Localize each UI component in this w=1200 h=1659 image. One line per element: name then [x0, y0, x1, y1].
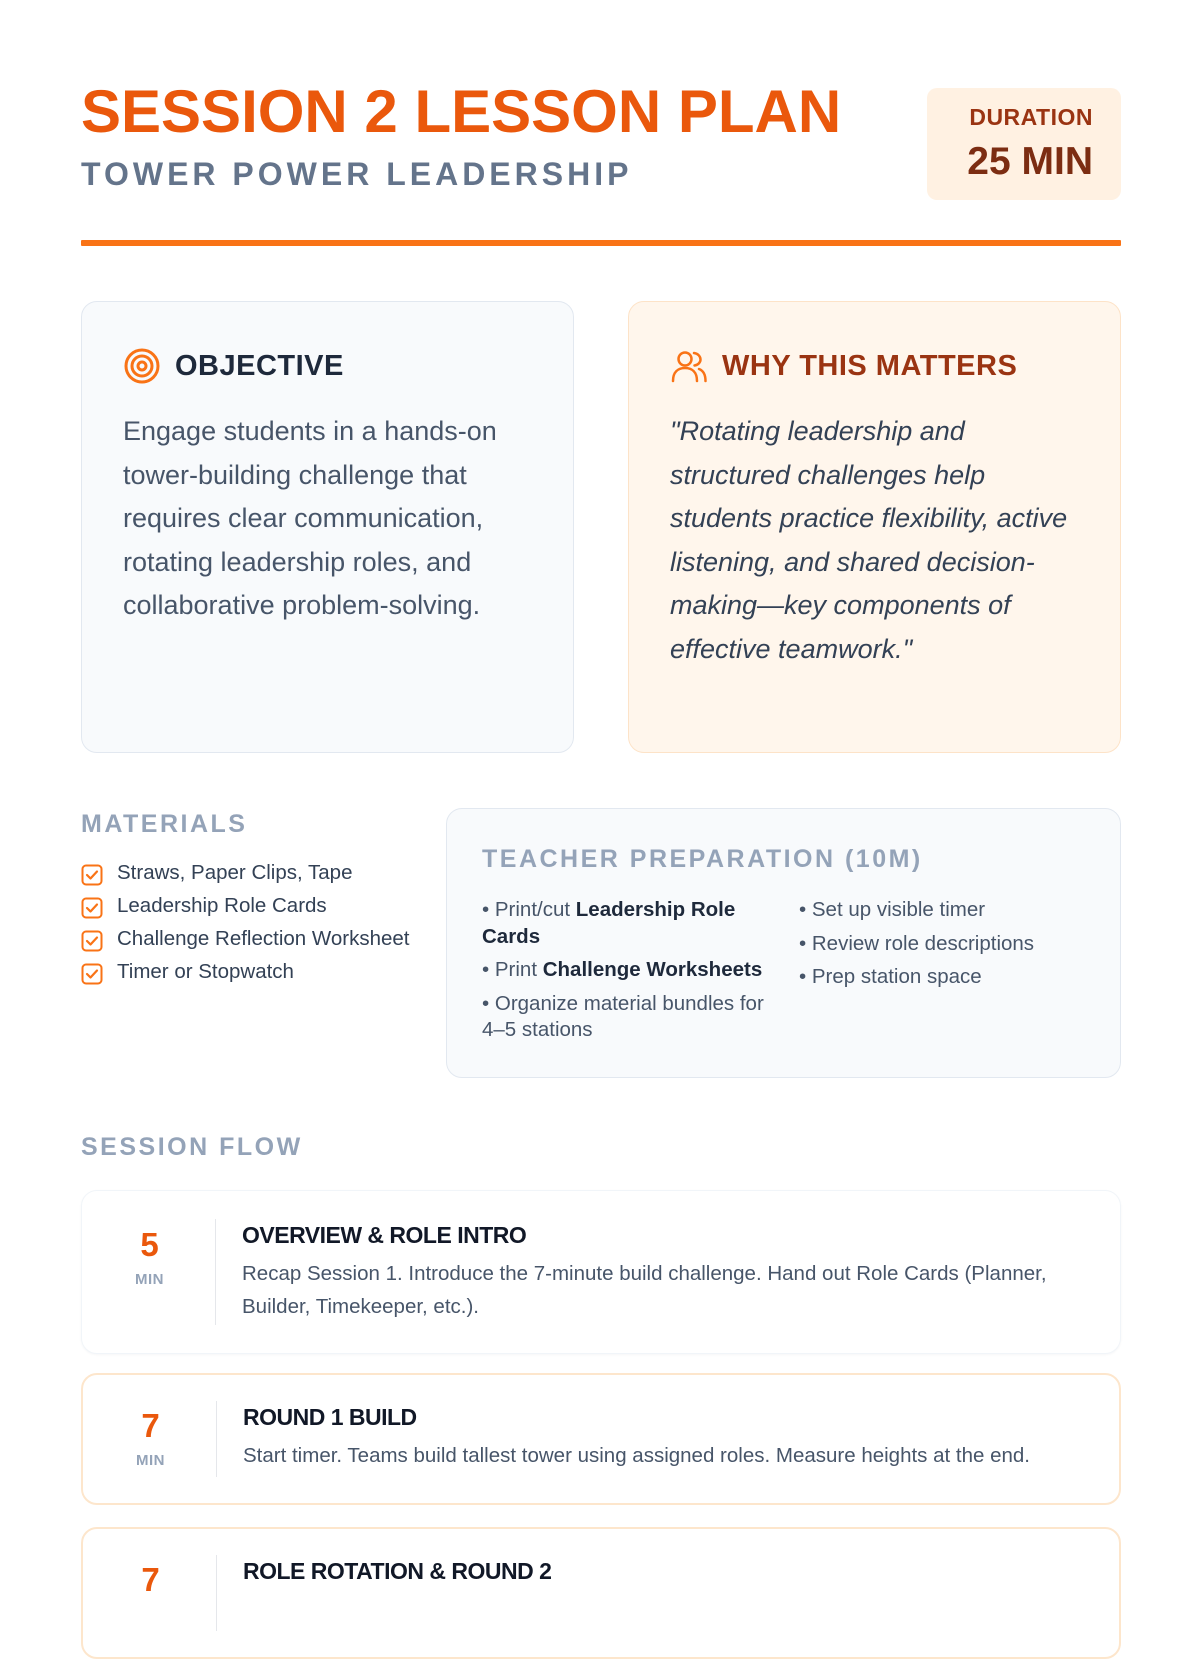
list-item [482, 897, 777, 950]
list-item: • Set up visible timer [799, 898, 986, 921]
list-item [81, 926, 411, 952]
duration-label: DURATION [969, 104, 1093, 130]
step-divider [216, 1555, 217, 1631]
teacher-prep-card [446, 808, 1121, 1078]
why-quote: "Rotating leadership and structured challenges help students practice flexibility, active listening, and shared decision-making—key components of effective teamwork." [670, 416, 1068, 664]
list-item: • Prep station space [799, 965, 982, 988]
step-minutes: 7 [141, 1561, 160, 1598]
objective-heading-row [123, 346, 344, 386]
session-step [81, 1190, 1121, 1354]
session-step [81, 1373, 1121, 1505]
page-subtitle: TOWER POWER LEADERSHIP [81, 156, 633, 192]
page-title: SESSION 2 LESSON PLAN [81, 78, 842, 145]
checkbox-checked-icon [81, 963, 103, 985]
list-item [81, 893, 411, 919]
objective-card [81, 301, 574, 753]
users-icon [670, 347, 708, 385]
prep-item-bold: Challenge Worksheets [542, 958, 763, 981]
checkbox-checked-icon [81, 930, 103, 952]
list-item: • Review role descriptions [799, 931, 1035, 955]
step-description: Start timer. Teams build tallest tower using assigned roles. Measure heights at the end. [243, 1444, 1031, 1467]
target-icon [123, 347, 161, 385]
material-item-text: Leadership Role Cards [117, 894, 327, 917]
step-unit: MIN [136, 1452, 165, 1469]
material-item-text: Straws, Paper Clips, Tape [117, 861, 353, 884]
list-item [81, 860, 411, 886]
duration-badge [927, 88, 1121, 200]
step-title: ROUND 1 BUILD [243, 1404, 417, 1430]
header-divider [81, 240, 1121, 246]
checkbox-checked-icon [81, 897, 103, 919]
session-step [81, 1527, 1121, 1659]
prep-item-prefix: • Print [482, 958, 543, 981]
step-duration [83, 1563, 218, 1596]
teacher-prep-label: TEACHER PREPARATION (10M) [482, 845, 923, 873]
step-description: Recap Session 1. Introduce the 7-minute build challenge. Hand out Role Cards (Planner, Builder, Timekeeper, etc.). [242, 1262, 1047, 1318]
materials-label: MATERIALS [81, 810, 248, 838]
prep-list-left [482, 897, 777, 1051]
step-unit: MIN [135, 1271, 164, 1288]
why-card [628, 301, 1121, 753]
checkbox-checked-icon [81, 864, 103, 886]
prep-item-bold: Leadership Role Cards [482, 898, 736, 948]
header [81, 80, 1121, 210]
why-heading-row [670, 346, 1017, 386]
step-duration [82, 1228, 217, 1288]
objective-text: Engage students in a hands-on tower-building challenge that requires clear communication, rotating leadership roles, and collaborative problem-solving. [123, 416, 497, 620]
step-divider [215, 1219, 216, 1325]
list-item [81, 959, 411, 985]
material-item-text: Challenge Reflection Worksheet [117, 927, 410, 950]
material-item-text: Timer or Stopwatch [117, 960, 294, 983]
materials-list [81, 860, 411, 992]
step-title: OVERVIEW & ROLE INTRO [242, 1222, 527, 1248]
session-flow-label: SESSION FLOW [81, 1133, 303, 1161]
why-heading: WHY THIS MATTERS [722, 349, 1018, 382]
list-item [482, 957, 777, 984]
step-minutes: 7 [141, 1407, 160, 1444]
step-divider [216, 1401, 217, 1477]
step-minutes: 5 [140, 1226, 159, 1263]
step-title: ROLE ROTATION & ROUND 2 [243, 1558, 552, 1584]
step-duration [83, 1409, 218, 1469]
prep-item-prefix: • Print/cut [482, 898, 576, 921]
duration-value: 25 MIN [967, 140, 1093, 183]
prep-list-right [799, 897, 1089, 998]
objective-heading: OBJECTIVE [175, 349, 344, 382]
list-item [482, 991, 777, 1044]
prep-item-prefix: • Organize material bundles for 4–5 stations [482, 991, 764, 1041]
